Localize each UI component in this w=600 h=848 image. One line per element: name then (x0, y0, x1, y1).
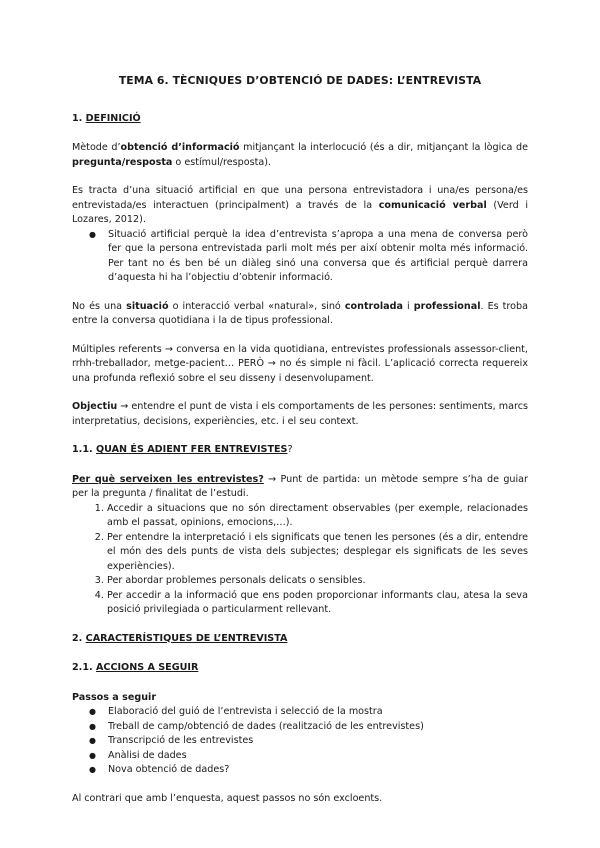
heading-text: DEFINICIÓ (85, 112, 141, 124)
list-item: ● Elaboració del guió de l’entrevista i selecció de la mostra (108, 705, 528, 720)
paragraph-why-interviews (72, 473, 528, 502)
text-run: (Verd i Lozares, 2012). (72, 199, 528, 225)
text-run: → entendre el punt de vista i els comportaments de les persones: sentiments, marcs interpretatius, decisions, experiències, etc. i el seu context. (72, 401, 528, 427)
paragraph-objective (72, 400, 528, 429)
section-heading-definicio (72, 112, 528, 127)
bold-run: Objectiu (72, 401, 118, 412)
list-item: 2. Per entendre la interpretació i els significats que tenen les persones (és a dir, entendre el món des dels punts de vista dels subjectes; desplegar els significats de les seves experiències). (107, 531, 528, 575)
text-run: Mètode d’ (72, 142, 121, 153)
section-heading-caracteristiques (72, 632, 528, 647)
bullet-list (72, 228, 528, 286)
text-run: mitjançant la interlocució (és a dir, mitjançant la lògica de (239, 142, 529, 153)
section-heading-accions (72, 661, 528, 676)
bold-run: professional (413, 300, 481, 312)
text-run: i (402, 300, 414, 312)
text-run: → Punt de partida: un mètode sempre s’ha de guiar per la pregunta / finalitat de l’estudi. (72, 473, 528, 499)
list-item: 1. Accedir a situacions que no són directament observables (per exemple, relacionades amb el passat, opinions, emocions,…). (107, 502, 528, 531)
paragraph-closing: Al contrari que amb l’enquesta, aquest passos no són excloents. (72, 792, 383, 804)
heading-text: CARACTERÍSTIQUES DE L’ENTREVISTA (85, 632, 288, 644)
steps-list (72, 705, 528, 778)
bold-run: pregunta/resposta (72, 156, 173, 168)
text-run: No és una (72, 300, 127, 312)
subheading-passos: Passos a seguir (72, 691, 157, 703)
bold-run: Per què serveixen les entrevistes? (72, 473, 264, 485)
list-item: 4. Per accedir a la informació que ens poden proporcionar informants clau, atesa la seva posició privilegiada o particularment rellevant. (107, 589, 528, 618)
heading-number: 1. (72, 112, 86, 124)
heading-number: 2. (72, 632, 86, 644)
heading-text: QUAN ÉS ADIENT FER ENTREVISTES (95, 444, 288, 455)
list-item: ● Anàlisi de dades (108, 749, 528, 764)
document-page (72, 70, 528, 820)
numbered-list (72, 502, 528, 618)
list-item: ● Nova obtenció de dades? (108, 763, 528, 778)
text-run: o estímul/resposta). (172, 156, 272, 168)
heading-number: 2.1. (72, 662, 96, 673)
list-item: ● Transcripció de les entrevistes (108, 734, 528, 749)
heading-text: ACCIONS A SEGUIR (95, 662, 199, 673)
text-run: Es tracta d’una situació artificial en que una persona entrevistadora i una/es persona/es entrevistada/es interactuen (principalment) a través de la (72, 185, 528, 211)
bold-run: controlada (344, 300, 403, 312)
list-item: ● Situació artificial perquè la idea d’entrevista s’apropa a una mena de conversa però fer que la persona entrevistada parli molt més per així obtenir molta més informació. Per tant no és ben bé un diàleg sinó una conversa que és artificial perquè darrera d’aquesta hi ha l’objectiu d’obtenir informació. (108, 228, 528, 286)
bold-run: comunicació verbal (378, 199, 487, 211)
paragraph-controlled (72, 300, 528, 329)
paragraph-referents: Múltiples referents → conversa en la vida quotidiana, entrevistes professionals assessor-client, rrhh-treballador, metge-pacient… PERÒ → no és simple ni fàcil. L’aplicació correcta requereix una profunda reflexió sobre el seu disseny i desenvolupament. (72, 343, 528, 384)
text-run: . Es troba entre la conversa quotidiana i la de tipus professional. (72, 300, 529, 326)
document-title: TEMA 6. TÈCNIQUES D’OBTENCIÓ DE DADES: L’ENTREVISTA (118, 74, 482, 87)
paragraph-definition (72, 141, 528, 170)
bold-run: obtenció d’informació (120, 142, 240, 153)
paragraph-artificial-situation (72, 184, 528, 228)
bold-run: situació (126, 300, 169, 312)
list-item: ● Treball de camp/obtenció de dades (realització de les entrevistes) (108, 720, 528, 735)
text-run: o interacció verbal «natural», sinó (168, 300, 345, 312)
section-heading-quan-es-adient (72, 443, 528, 458)
heading-suffix: ? (287, 444, 293, 455)
list-item: 3. Per abordar problemes personals delicats o sensibles. (107, 574, 528, 589)
heading-number: 1.1. (72, 444, 96, 455)
